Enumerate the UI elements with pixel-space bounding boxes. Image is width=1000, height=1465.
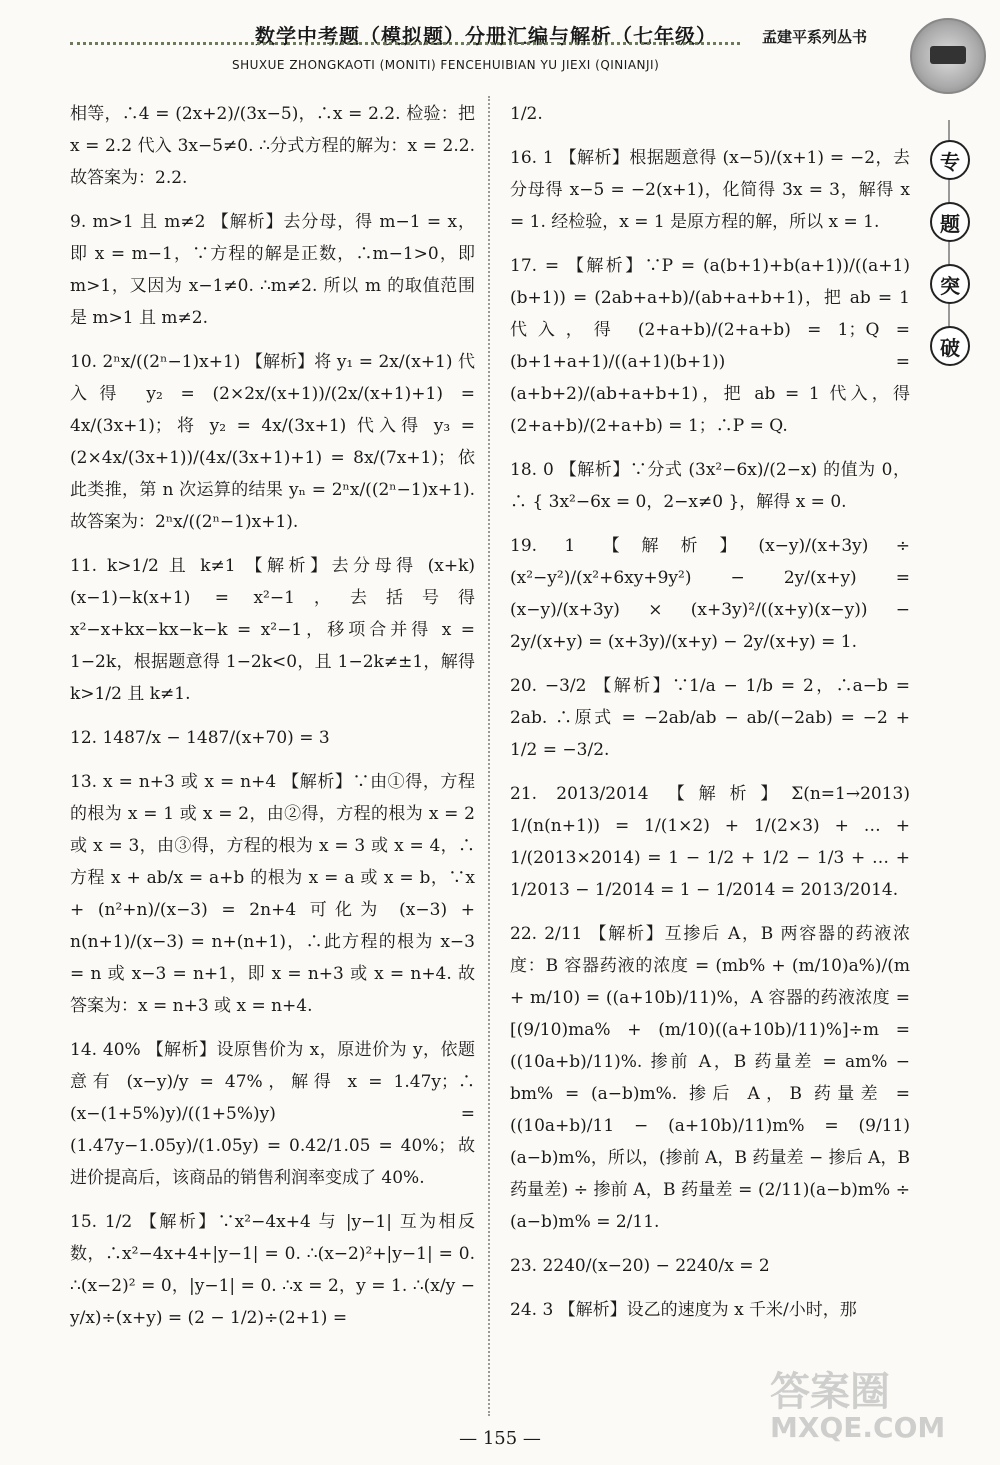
watermark-url: MXQE.COM	[770, 1411, 946, 1444]
side-tab-char: 专	[930, 140, 970, 180]
side-tab-char: 突	[930, 264, 970, 304]
watermark	[770, 1360, 990, 1460]
header-pinyin: SHUXUE ZHONGKAOTI (MONITI) FENCEHUIBIAN YU JIEXI (QINIANJI)	[232, 58, 660, 72]
header-title: 数学中考题（模拟题）分册汇编与解析（七年级）	[255, 24, 717, 48]
answer-23: 23. 2240/(x−20) − 2240/x = 2	[510, 1256, 770, 1276]
side-tab-char: 题	[930, 202, 970, 242]
side-tab-char: 破	[930, 326, 970, 366]
answer-9: 9. m>1 且 m≠2 【解析】去分母，得 m−1 = x，即 x = m−1，∵方程的解是正数，∴m−1>0，即 m>1，又因为 x−1≠0. ∴m≠2. 所以 m 的取值范围是 m>1 且 m≠2.	[70, 212, 481, 328]
series-logo-icon	[910, 18, 986, 94]
answer-block: 相等，∴4 = (2x+2)/(3x−5)，∴x = 2.2. 检验：把 x = 2.2 代入 3x−5≠0. ∴分式方程的解为：x = 2.2. 故答案为：2.2.	[70, 104, 481, 188]
answer-block: 1/2.	[510, 104, 543, 124]
header-divider	[70, 42, 740, 45]
side-tabs	[930, 140, 978, 388]
answer-15: 15. 1/2 【解析】∵x²−4x+4 与 |y−1| 互为相反数，∴x²−4x+4+|y−1| = 0. ∴(x−2)²+|y−1| = 0. ∴(x−2)² = 0，|y−1| = 0. ∴x = 2，y = 1. ∴(x/y − y/x)÷(x+y) = (2 − 1/2)÷(2+1) =	[70, 1212, 481, 1328]
series-name: 孟建平系列丛书	[762, 28, 868, 46]
right-column	[510, 98, 916, 1338]
answer-14: 14. 40% 【解析】设原售价为 x，原进价为 y，依题意有 (x−y)/y = 47%，解得 x = 1.47y；∴ (x−(1+5%)y)/((1+5%)y) = (1.47y−1.05y)/(1.05y) = 0.42/1.05 = 40%；故进价提高后，该商品的销售利润率变成了 40%.	[70, 1040, 481, 1188]
book-icon	[930, 46, 966, 64]
answer-18: 18. 0 【解析】∵分式 (3x²−6x)/(2−x) 的值为 0，∴ { 3x²−6x = 0，2−x≠0 }，解得 x = 0.	[510, 460, 910, 512]
answer-22: 22. 2/11 【解析】互掺后 A，B 两容器的药液浓度：B 容器药液的浓度 = (mb% + (m/10)a%)/(m + m/10) = ((a+10b)/11)%，A 容器的药液浓度 = [(9/10)ma% + (m/10)((a+10b)/11)%]÷m = ((10a+b)/11)%. 掺前 A，B 药量差 = am% − bm% = (a−b)m%. 掺后 A，B 药量差 = ((10a+b)/11 − (a+10b)/11)m% = (9/11)(a−b)m%，所以，(掺前 A，B 药量差 − 掺后 A，B 药量差) ÷ 掺前 A，B 药量差 = (2/11)(a−b)m% ÷ (a−b)m% = 2/11.	[510, 924, 916, 1232]
answer-20: 20. −3/2 【解析】∵1/a − 1/b = 2，∴a−b = 2ab. ∴原式 = −2ab/ab − ab/(−2ab) = −2 + 1/2 = −3/2.	[510, 676, 916, 760]
answer-12: 12. 1487/x − 1487/(x+70) = 3	[70, 728, 330, 748]
answer-16: 16. 1 【解析】根据题意得 (x−5)/(x+1) = −2，去分母得 x−5 = −2(x+1)，化简得 3x = 3，解得 x = 1. 经检验，x = 1 是原方程的解，所以 x = 1.	[510, 148, 916, 232]
watermark-text: 答案圈	[770, 1369, 890, 1415]
answer-21: 21. 2013/2014 【解析】Σ(n=1→2013) 1/(n(n+1)) = 1/(1×2) + 1/(2×3) + … + 1/(2013×2014) = 1 − 1/2 + 1/2 − 1/3 + … + 1/2013 − 1/2014 = 1 − 1/2014 = 2013/2014.	[510, 784, 916, 900]
answer-11: 11. k>1/2 且 k≠1 【解析】去分母得 (x+k)(x−1)−k(x+1) = x²−1，去括号得 x²−x+kx−kx−k−k = x²−1，移项合并得 x = 1−2k，根据题意得 1−2k<0，且 1−2k≠±1，解得 k>1/2 且 k≠1.	[70, 556, 481, 704]
left-column	[70, 98, 481, 1346]
answer-17: 17. = 【解析】∵P = (a(b+1)+b(a+1))/((a+1)(b+1)) = (2ab+a+b)/(ab+a+b+1)，把 ab = 1 代入，得 (2+a+b)/(2+a+b) = 1；Q = (b+1+a+1)/((a+1)(b+1)) = (a+b+2)/(ab+a+b+1)，把 ab = 1 代入，得 (2+a+b)/(2+a+b) = 1；∴P = Q.	[510, 256, 916, 436]
page-number: — 155 —	[459, 1428, 541, 1449]
answer-13: 13. x = n+3 或 x = n+4 【解析】∵由①得，方程的根为 x = 1 或 x = 2，由②得，方程的根为 x = 2 或 x = 3，由③得，方程的根为 x = 3 或 x = 4，∴方程 x + ab/x = a+b 的根为 x = a 或 x = b，∵x + (n²+n)/(x−3) = 2n+4 可化为 (x−3) + n(n+1)/(x−3) = n+(n+1)，∴此方程的根为 x−3 = n 或 x−3 = n+1，即 x = n+3 或 x = n+4. 故答案为：x = n+3 或 x = n+4.	[70, 772, 481, 1016]
answer-10: 10. 2ⁿx/((2ⁿ−1)x+1) 【解析】将 y₁ = 2x/(x+1) 代入得 y₂ = (2×2x/(x+1))/(2x/(x+1)+1) = 4x/(3x+1)；将 y₂ = 4x/(3x+1) 代入得 y₃ = (2×4x/(3x+1))/(4x/(3x+1)+1) = 8x/(7x+1)；依此类推，第 n 次运算的结果 yₙ = 2ⁿx/((2ⁿ−1)x+1). 故答案为：2ⁿx/((2ⁿ−1)x+1).	[70, 352, 481, 532]
answer-24: 24. 3 【解析】设乙的速度为 x 千米/小时，那	[510, 1300, 857, 1320]
column-divider	[488, 96, 490, 1416]
answer-19: 19. 1 【解析】(x−y)/(x+3y) ÷ (x²−y²)/(x²+6xy+9y²) − 2y/(x+y) = (x−y)/(x+3y) × (x+3y)²/((x+y)(x−y)) − 2y/(x+y) = (x+3y)/(x+y) − 2y/(x+y) = 1.	[510, 536, 916, 652]
